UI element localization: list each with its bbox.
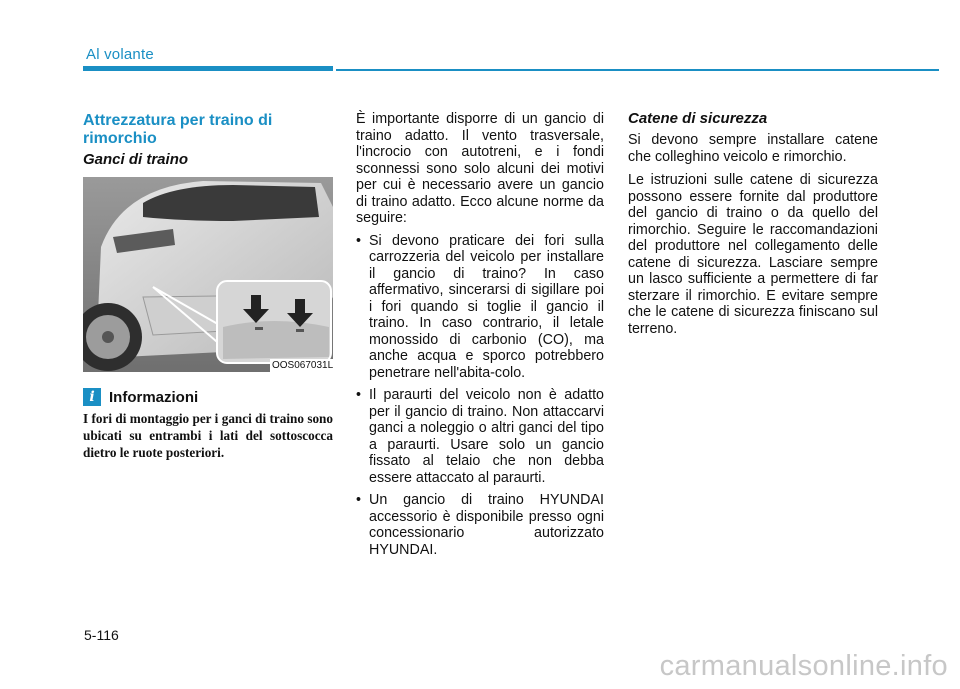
info-body: I fori di montaggio per i ganci di traino sono ubicati su entrambi i lati del sottoscocca dietro le ruote posteriori.	[83, 411, 333, 460]
car-rear-illustration	[83, 177, 333, 372]
chains-paragraph-2: Le istruzioni sulle catene di sicurezza possono essere fornite dal produttore del gancio di traino o da quello del rimorchio. Seguire le raccomandazioni del produttore nel collegamento delle catene di sicurezza. Lasciare sempre un lasco sufficiente a permettere di far sterzare il rimorchio. E evitare sempre che le catene di sicurezza finiscano sul terreno.	[628, 172, 878, 337]
bullet-dot: •	[356, 387, 362, 403]
info-title: Informazioni	[109, 388, 199, 406]
header-rule-accent	[83, 66, 333, 71]
header-rule-line	[336, 69, 939, 71]
section-label: Al volante	[86, 46, 154, 63]
watermark: carmanualsonline.info	[659, 650, 948, 682]
list-item	[356, 233, 604, 382]
subtitle-towing-hooks: Ganci di traino	[83, 151, 189, 168]
info-header	[83, 387, 198, 407]
towing-hook-illustration	[83, 177, 333, 372]
bullet-dot: •	[356, 232, 362, 249]
list-item	[356, 387, 604, 486]
intro-paragraph: È importante disporre di un gancio di traino adatto. Il vento trasversale, l'incrocio con autotreni, e i fondi sconnessi sono solo alcuni dei motivi per cui è necessario avere un gancio di traino adatto. Ecco alcune norme da seguire:	[356, 111, 604, 226]
right-column	[628, 132, 878, 337]
figure-code: OOS067031L	[270, 359, 333, 372]
section-title: Attrezzatura per traino di rimorchio	[83, 112, 273, 147]
bullet-text: Un gancio di traino HYUNDAI accessorio è disponibile presso ogni concessionario autorizzato HYUNDAI.	[369, 492, 604, 558]
info-icon: i	[83, 388, 101, 406]
subtitle-safety-chains: Catene di sicurezza	[628, 110, 768, 127]
page-number: 5-116	[84, 627, 119, 643]
chains-paragraph-1: Si devono sempre installare catene che colleghino veicolo e rimorchio.	[628, 132, 878, 165]
bullet-text: Il paraurti del veicolo non è adatto per il gancio di traino. Non attaccarvi ganci a noleggio o altri ganci del tipo a paraurti. Usare solo un gancio fissato al telaio che non debba essere attaccato al paraurti.	[369, 387, 604, 486]
list-item	[356, 492, 604, 558]
middle-column	[356, 111, 604, 558]
bullet-text: Si devono praticare dei fori sulla carrozzeria del veicolo per installare il gancio di traino? In caso affermativo, sincerarsi di sigillare poi i fori quando si toglie il gancio il traino. In caso contrario, il letale monossido di carbonio (CO), ma anche acqua e sporco potrebbero penetrare nell'abita-colo.	[369, 232, 604, 381]
bullet-dot: •	[356, 492, 362, 508]
